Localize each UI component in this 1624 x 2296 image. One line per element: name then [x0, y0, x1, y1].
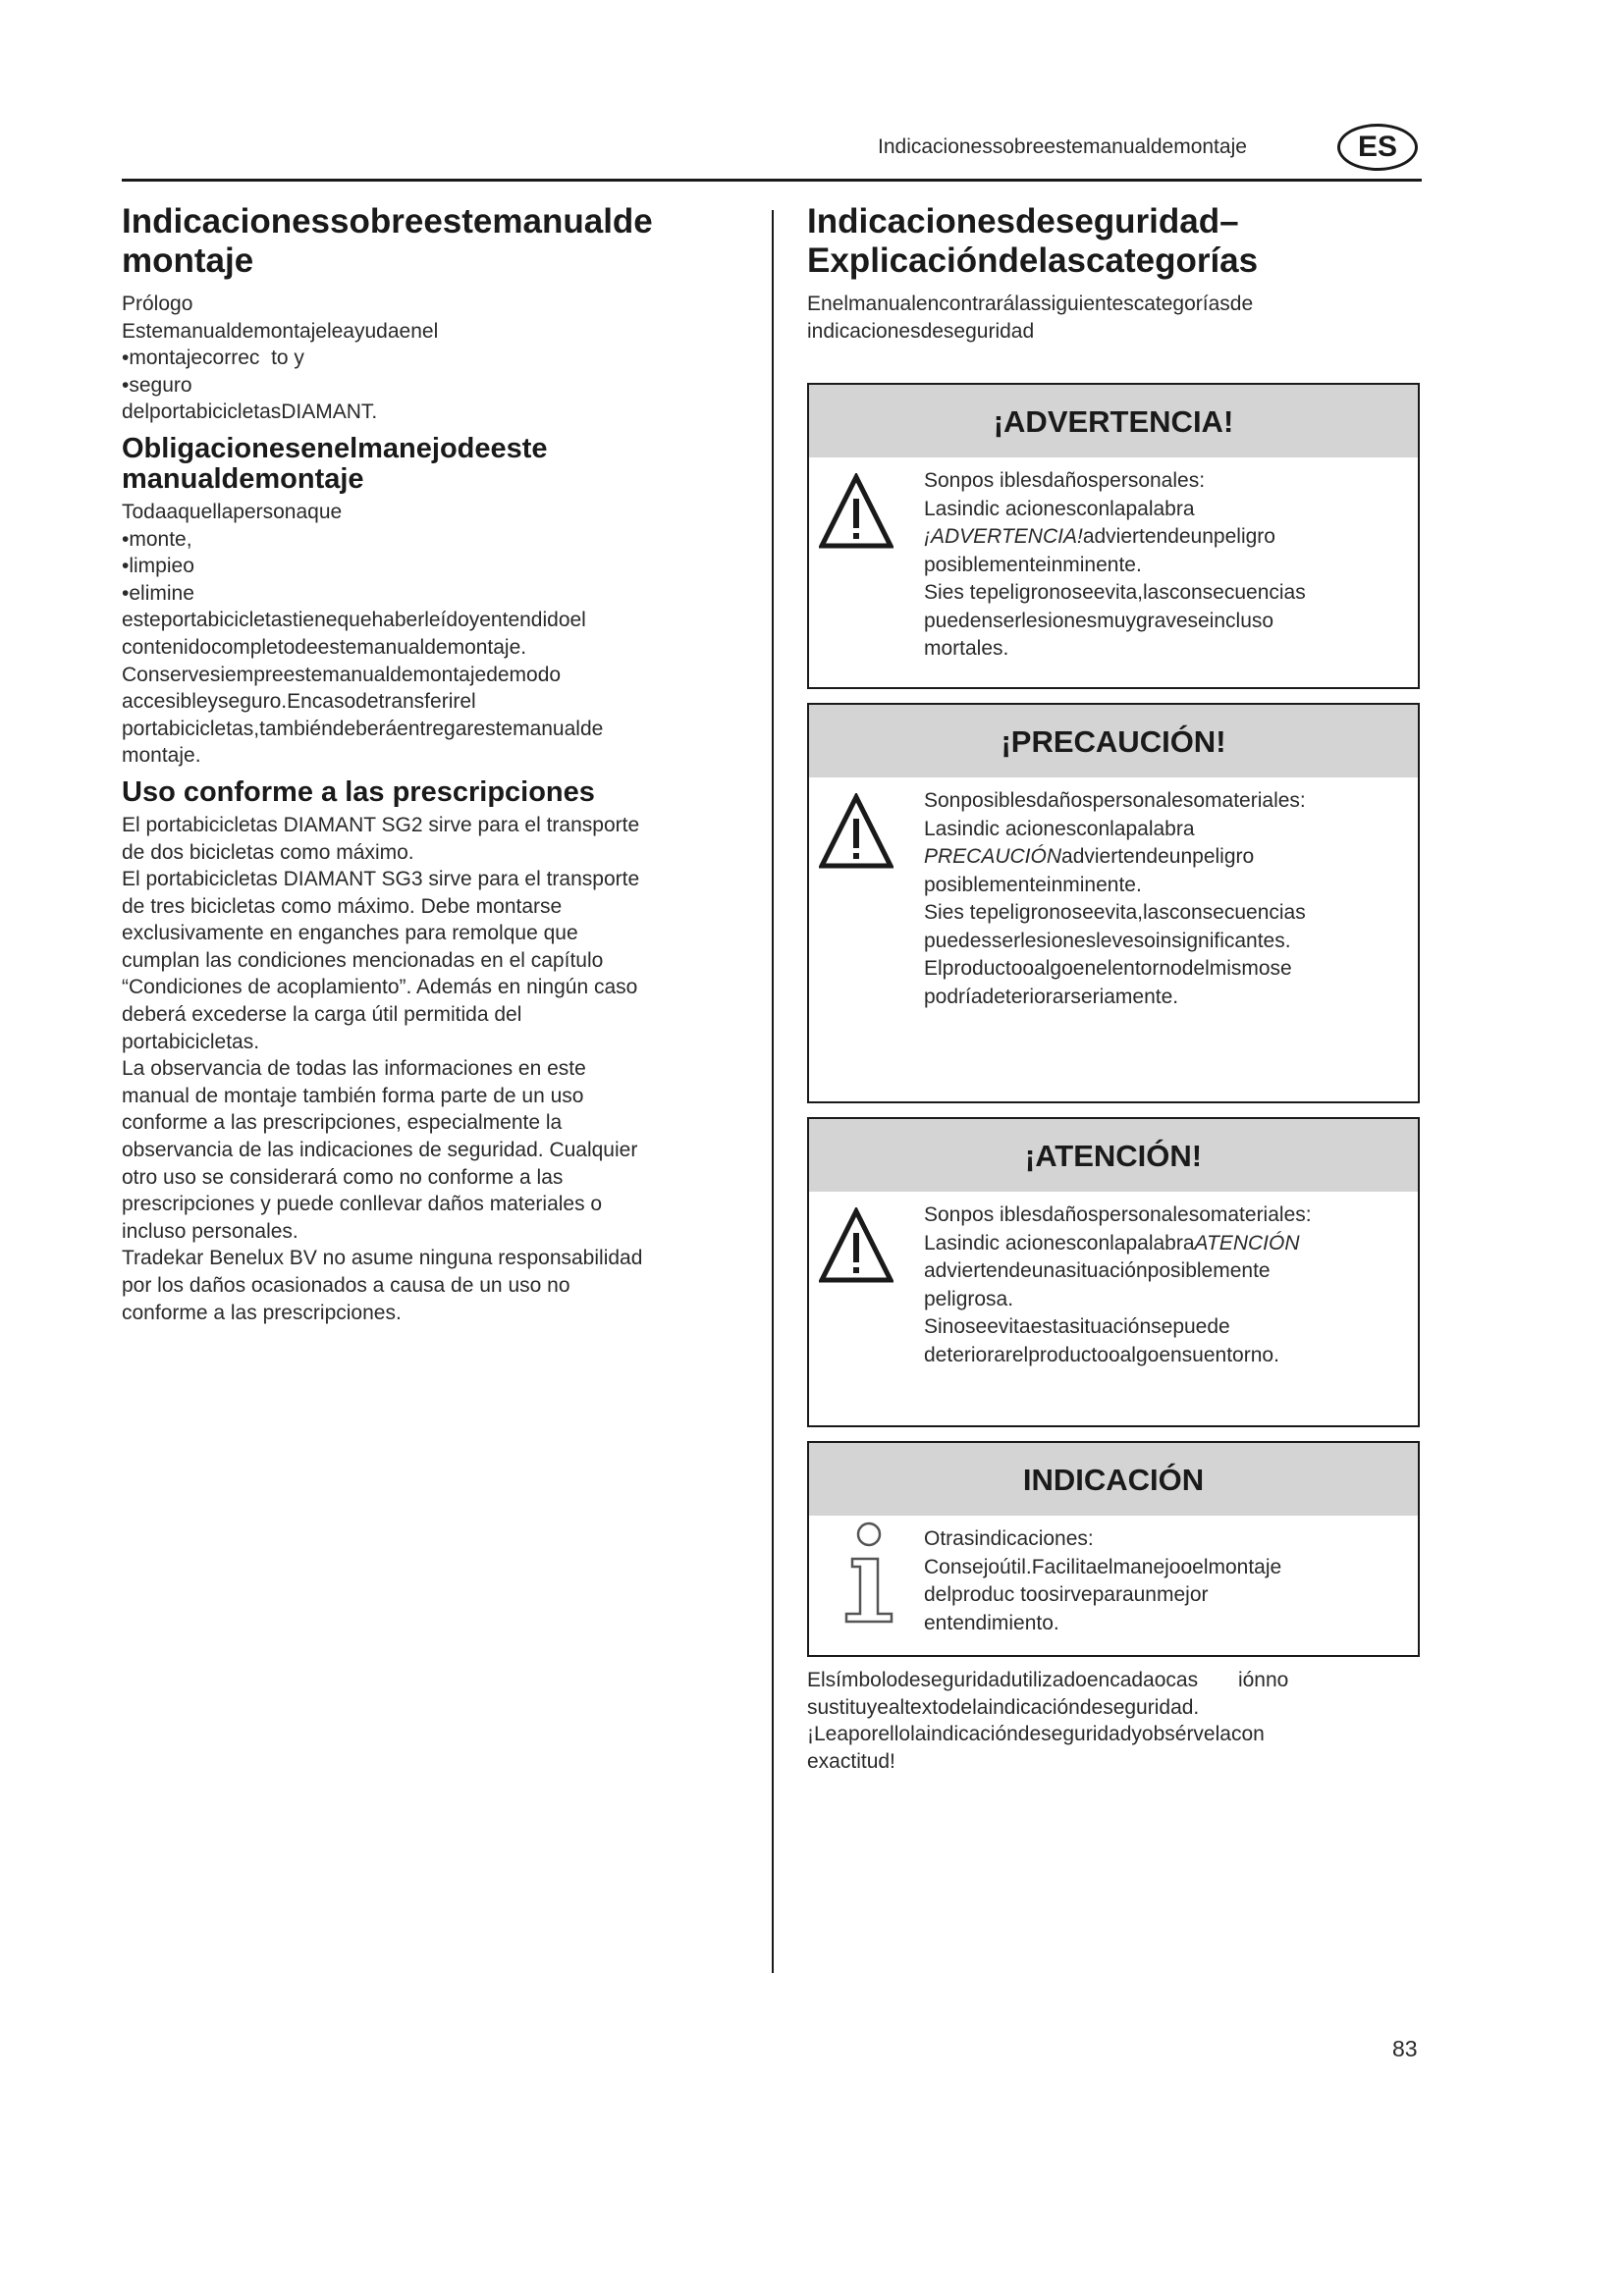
- use-line: de dos bicicletas como máximo.: [122, 840, 414, 864]
- note-heading: INDICACIÓN: [809, 1443, 1418, 1516]
- use-line: exclusivamente en enganches para remolque que: [122, 922, 578, 945]
- warning-line: posiblementeinminente.: [924, 553, 1142, 576]
- note-box: [807, 1441, 1420, 1657]
- attention-line: Sinoseevitaestasituaciónsepuede: [924, 1315, 1230, 1338]
- heading-obligations: Obligacionesenelmanejodeeste manualdemontaje: [122, 432, 548, 495]
- obligations-line: montaje.: [122, 744, 201, 768]
- caution-line: puedesserlesioneslevesoinsignificantes.: [924, 929, 1291, 952]
- warning-line: Sonpos iblesdañospersonales:: [924, 469, 1206, 492]
- use-line: El portabicicletas DIAMANT SG3 sirve para el transporte: [122, 868, 640, 891]
- intended-use-block: [122, 812, 721, 1326]
- use-line: prescripciones y puede conllevar daños materiales o: [122, 1193, 603, 1216]
- page-number: 83: [1392, 2036, 1418, 2061]
- use-line: incluso personales.: [122, 1219, 298, 1243]
- footer-line: Elsímbolodeseguridadutilizadoencadaocas iónno: [807, 1669, 1289, 1691]
- footer-line: sustituyealtextodelaindicacióndeseguridad.: [807, 1695, 1200, 1719]
- intro-line: •montajecorrec to y: [122, 347, 304, 370]
- note-line: Otrasindicaciones:: [924, 1527, 1094, 1550]
- intro-line: Prólogo: [122, 293, 193, 315]
- caution-line: Sies tepeligronoseevita,lasconsecuencias: [924, 901, 1306, 924]
- use-line: cumplan las condiciones mencionadas en el capítulo: [122, 948, 604, 972]
- caution-box: [807, 703, 1420, 1103]
- use-line: El portabicicletas DIAMANT SG2 sirve para el transporte: [122, 813, 640, 836]
- intro-block: [122, 291, 721, 426]
- warning-box: [807, 383, 1420, 689]
- obligations-line: Conservesiempreestemanualdemontajedemodo: [122, 663, 562, 686]
- warning-heading: ¡ADVERTENCIA!: [809, 385, 1418, 457]
- safety-intro: [807, 291, 1426, 345]
- info-icon: [839, 1522, 899, 1626]
- use-line: conforme a las prescripciones, especialmente la: [122, 1111, 563, 1135]
- obligations-line: accesibleyseguro.Encasodetransferirel: [122, 690, 476, 714]
- warning-triangle-icon: [819, 793, 893, 870]
- obligations-line: contenidocompletodeestemanualdemontaje.: [122, 635, 527, 659]
- intro-line: •seguro: [122, 373, 192, 397]
- obligations-block: [122, 499, 721, 770]
- warning-keyword: ¡ADVERTENCIA!: [924, 525, 1083, 548]
- warning-line: Sies tepeligronoseevita,lasconsecuencias: [924, 581, 1306, 604]
- footer-line: ¡Leaporellolaindicacióndeseguridadyobsérvelacon: [807, 1723, 1265, 1746]
- warning-triangle-icon: [819, 1207, 893, 1284]
- warning-line: [924, 523, 1408, 552]
- obligations-line: Todaaquellapersonaque: [122, 500, 343, 523]
- warning-triangle-icon: [819, 473, 893, 550]
- section-title-safety: Indicacionesdeseguridad– Explicacióndelascategorías: [807, 202, 1259, 280]
- column-divider: [772, 210, 774, 1973]
- attention-heading: ¡ATENCIÓN!: [809, 1119, 1418, 1192]
- heading-intended-use: Uso conforme a las prescripciones: [122, 775, 595, 808]
- use-line: deberá excederse la carga útil permitida del: [122, 1003, 522, 1027]
- caution-line: Elproductooalgoenelentornodelmismose: [924, 957, 1292, 980]
- note-line: delproduc toosirveparaunmejor: [924, 1583, 1209, 1606]
- caution-line: Lasindic acionesconlapalabra: [924, 817, 1195, 840]
- note-line: entendimiento.: [924, 1611, 1059, 1634]
- caution-keyword: PRECAUCIÓN: [924, 845, 1062, 868]
- caution-text: [924, 787, 1408, 1011]
- obligations-line: esteportabicicletastienequehaberleídoyentendidoel: [122, 609, 586, 632]
- use-line: otro uso se considerará como no conforme a las: [122, 1165, 564, 1189]
- safety-intro-line: Enelmanualencontrarálassiguientescategoríasde: [807, 293, 1254, 315]
- use-line: La observancia de todas las informaciones en este: [122, 1057, 586, 1081]
- footer-line: exactitud!: [807, 1749, 895, 1773]
- obligations-line: •monte,: [122, 527, 192, 551]
- safety-symbol-note: [807, 1667, 1416, 1775]
- use-line: conforme a las prescripciones.: [122, 1301, 402, 1324]
- note-line: Consejoútil.Facilitaelmanejooelmontaje: [924, 1555, 1282, 1578]
- caution-line: posiblementeinminente.: [924, 873, 1142, 896]
- use-line: “Condiciones de acoplamiento”. Además en ningún caso: [122, 976, 638, 999]
- note-text: [924, 1525, 1408, 1637]
- use-line: por los daños ocasionados a causa de un uso no: [122, 1274, 570, 1297]
- section-title-manual: Indicacionessobreestemanualde montaje: [122, 202, 653, 280]
- attention-line: deteriorarelproductooalgoensuentorno.: [924, 1343, 1279, 1366]
- warning-text: [924, 467, 1408, 664]
- attention-line: adviertendeunasituaciónposiblemente: [924, 1259, 1271, 1282]
- warning-line: mortales.: [924, 637, 1009, 660]
- caution-heading: ¡PRECAUCIÓN!: [809, 705, 1418, 777]
- use-line: portabicicletas.: [122, 1030, 260, 1053]
- attention-text: [924, 1201, 1408, 1369]
- intro-line: Estemanualdemontajeleayudaenel: [122, 319, 439, 343]
- right-column: [807, 202, 1426, 378]
- attention-line-pre: Lasindic acionesconlapalabra: [924, 1231, 1195, 1255]
- attention-line: [924, 1230, 1408, 1258]
- attention-line: peligrosa.: [924, 1287, 1014, 1310]
- caution-line: Sonposiblesdañospersonalesomateriales:: [924, 789, 1306, 812]
- use-line: manual de montaje también forma parte de un uso: [122, 1084, 584, 1107]
- caution-line: podríadeteriorarseriamente.: [924, 985, 1179, 1008]
- attention-line: Sonpos iblesdañospersonalesomateriales:: [924, 1203, 1312, 1226]
- left-column: [122, 202, 721, 1326]
- attention-box: [807, 1117, 1420, 1427]
- use-line: observancia de las indicaciones de seguridad. Cualquier: [122, 1139, 638, 1162]
- warning-line-rest: adviertendeunpeligro: [1082, 525, 1275, 548]
- use-line: de tres bicicletas como máximo. Debe montarse: [122, 894, 563, 918]
- safety-intro-line: indicacionesdeseguridad: [807, 319, 1035, 343]
- warning-line: puedenserlesionesmuygraveseincluso: [924, 609, 1274, 632]
- obligations-line: portabicicletas,tambiéndeberáentregarestemanualde: [122, 717, 604, 740]
- obligations-line: •limpieo: [122, 555, 194, 578]
- use-line: Tradekar Benelux BV no asume ninguna responsabilidad: [122, 1247, 643, 1270]
- intro-line: delportabicicletasDIAMANT.: [122, 400, 378, 424]
- warning-line: Lasindic acionesconlapalabra: [924, 497, 1195, 520]
- attention-keyword: ATENCIÓN: [1194, 1231, 1300, 1255]
- obligations-line: •elimine: [122, 581, 194, 605]
- running-header: Indicacionessobreestemanualdemontaje: [878, 135, 1247, 158]
- caution-line: [924, 843, 1408, 872]
- language-badge: ES: [1337, 124, 1418, 171]
- caution-line-rest: adviertendeunpeligro: [1061, 845, 1255, 868]
- header-rule: [122, 179, 1422, 182]
